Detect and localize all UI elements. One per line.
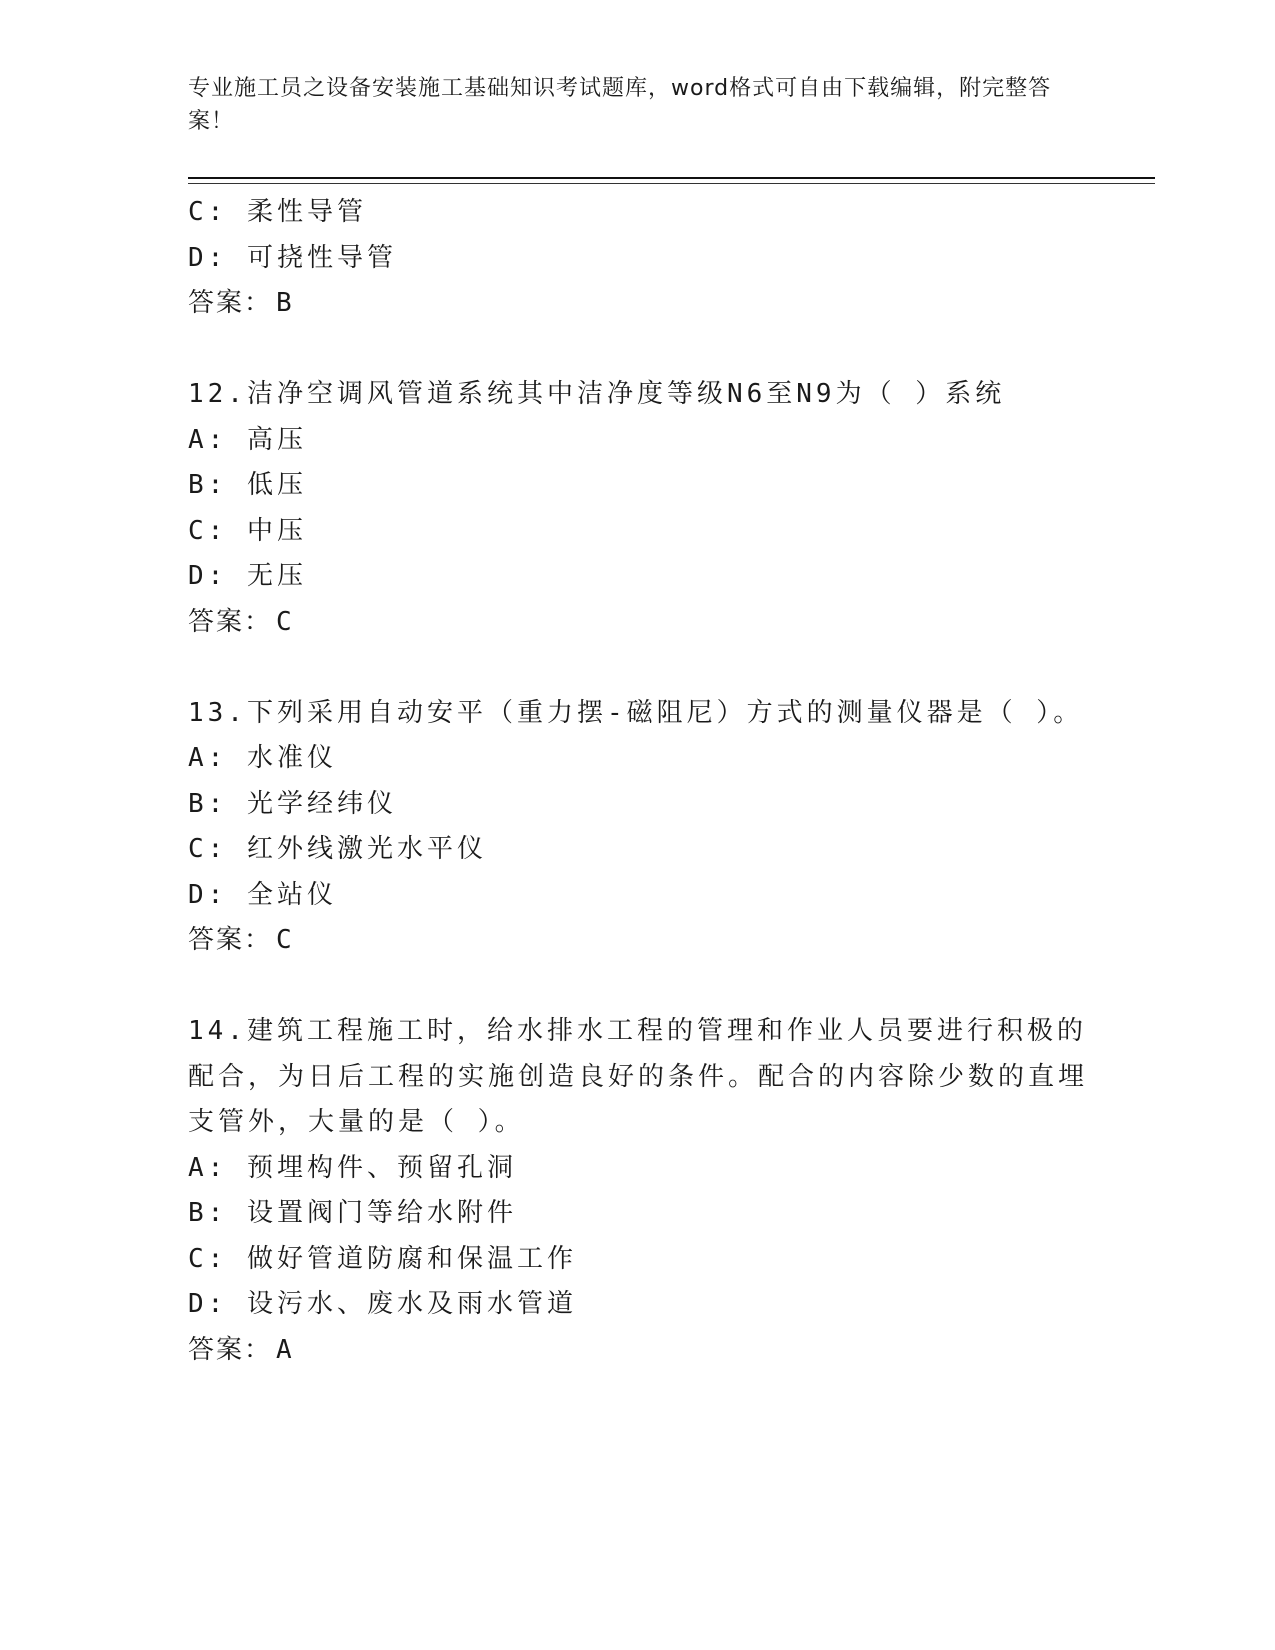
answer-label: 答案： (188, 1334, 273, 1365)
header-rule-thick (188, 177, 1155, 179)
option-c: C: 柔性导管 (188, 197, 367, 227)
answer-value: C (276, 925, 294, 955)
option-b: B: 低压 (188, 470, 307, 500)
spacer (188, 645, 1088, 691)
option-b: B: 设置阀门等给水附件 (188, 1198, 517, 1228)
option-c: C: 做好管道防腐和保温工作 (188, 1243, 577, 1274)
answer-line (188, 918, 1088, 964)
answer-label: 答案： (188, 288, 273, 318)
option-a: A: 高压 (188, 424, 307, 455)
question-block-14 (188, 1009, 1088, 1373)
document-header: 专业施工员之设备安装施工基础知识考试题库，word格式可自由下载编辑，附完整答案！ (188, 76, 1052, 134)
question-block-13 (188, 691, 1088, 964)
option-d: D: 可挠性导管 (188, 242, 397, 273)
header-rule-thin (188, 183, 1155, 184)
answer-label: 答案： (188, 606, 273, 637)
answer-label: 答案： (188, 925, 273, 955)
answer-line (188, 1328, 1088, 1374)
answer-value: B (276, 288, 294, 318)
question-block-12 (188, 372, 1088, 645)
spacer (188, 964, 1088, 1010)
option-d: D: 设污水、废水及雨水管道 (188, 1289, 577, 1319)
question-list (188, 190, 1088, 1373)
question-block-continued (188, 190, 1088, 327)
option-a: A: 预埋构件、预留孔洞 (188, 1152, 517, 1183)
answer-line (188, 600, 1088, 646)
option-c: C: 中压 (188, 515, 307, 546)
option-c: C: 红外线激光水平仪 (188, 834, 487, 864)
question-stem: 14.建筑工程施工时，给水排水工程的管理和作业人员要进行积极的配合，为日后工程的实施创造良好的条件。配合的内容除少数的直埋支管外，大量的是（ ）。 (188, 1016, 1089, 1137)
answer-line (188, 281, 1088, 327)
question-stem: 13.下列采用自动安平（重力摆-磁阻尼）方式的测量仪器是（ ）。 (188, 697, 1084, 728)
spacer (188, 327, 1088, 373)
answer-value: C (276, 606, 294, 637)
answer-value: A (276, 1334, 294, 1365)
option-d: D: 全站仪 (188, 879, 337, 910)
option-a: A: 水准仪 (188, 743, 337, 773)
option-d: D: 无压 (188, 561, 307, 591)
question-stem: 12.洁净空调风管道系统其中洁净度等级N6至N9为（ ）系统 (188, 379, 1006, 409)
option-b: B: 光学经纬仪 (188, 788, 397, 819)
